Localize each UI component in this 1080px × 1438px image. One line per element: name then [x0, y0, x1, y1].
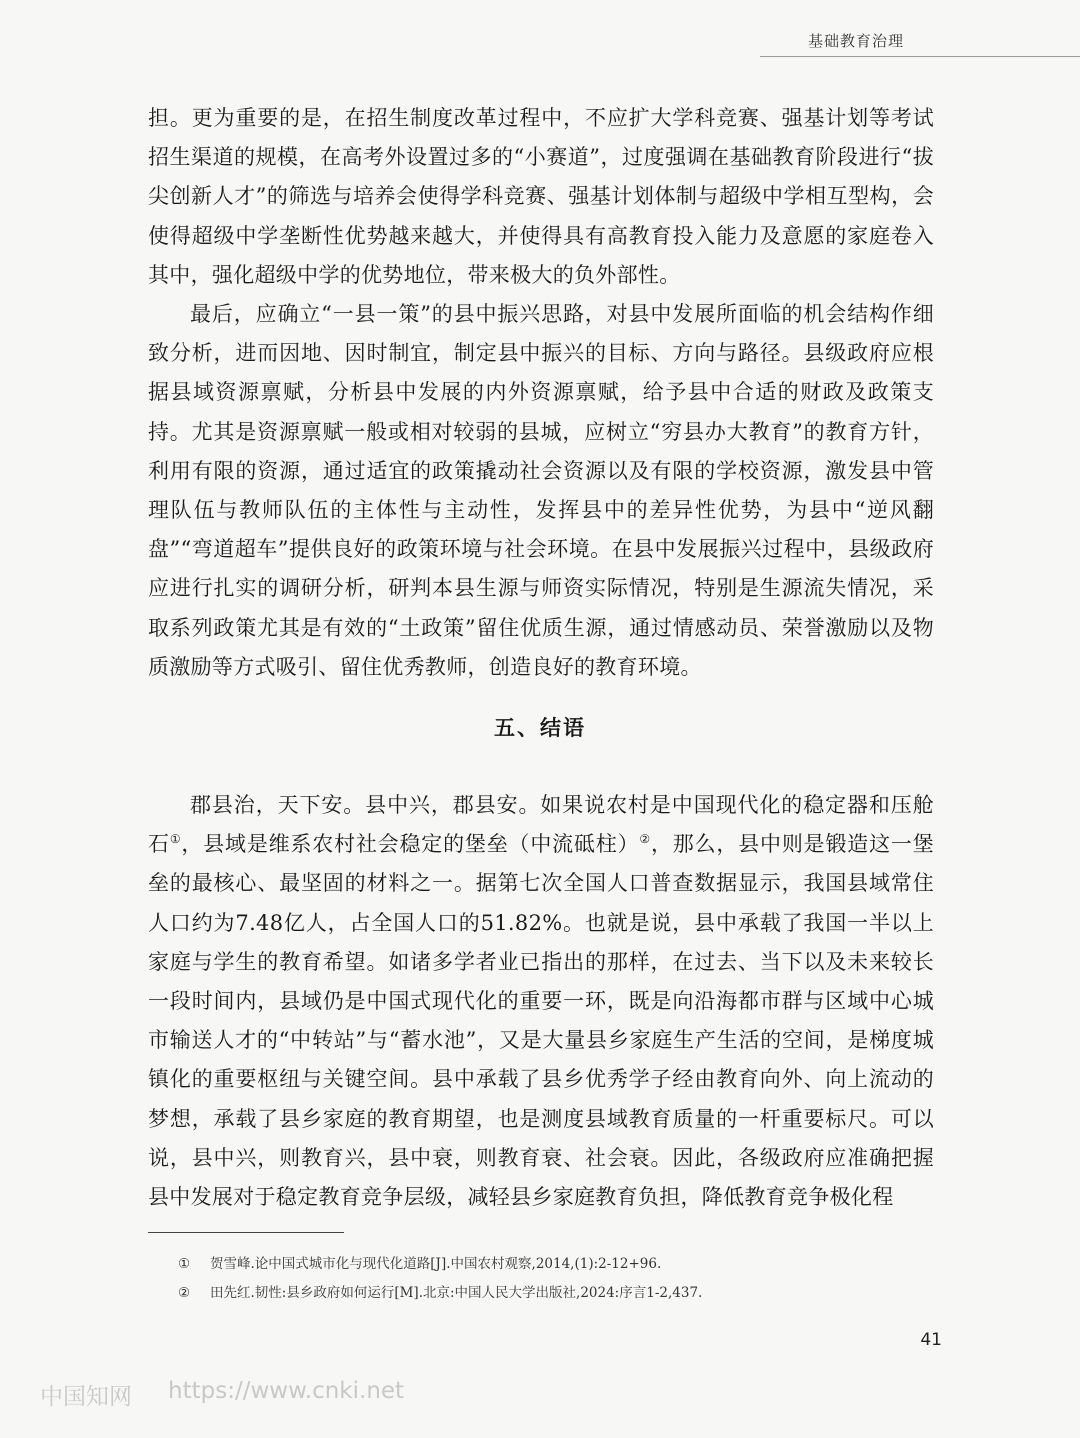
- footnote-mark: ①: [178, 1256, 191, 1272]
- page-number: 41: [920, 1330, 942, 1350]
- watermark-brand: 中国知网: [40, 1384, 132, 1410]
- conclusion-part-1: 郡县治，天下安。县中兴，郡县安。如果说农村是中国现代化的稳定器和压舱石: [148, 793, 934, 857]
- footnote-ref-2[interactable]: ②: [639, 832, 651, 847]
- footnote-item: [178, 1250, 938, 1279]
- footnote-item: [178, 1279, 938, 1308]
- running-title: 基础教育治理: [807, 32, 904, 50]
- footnote-mark: ②: [178, 1285, 191, 1301]
- conclusion-part-2: ，县域是维系农村社会稳定的堡垒（中流砥柱）: [181, 832, 640, 857]
- watermark: [40, 1378, 404, 1411]
- watermark-url: https://www.cnki.net: [168, 1378, 405, 1404]
- footnote-text: 贺雪峰.论中国式城市化与现代化道路[J].中国农村观察,2014,(1):2-12+96.: [210, 1256, 662, 1272]
- conclusion-part-3: ，那么，县中则是锻造这一堡垒的最核心、最坚固的材料之一。据第七次全国人口普查数据显示，我国县域常住人口约为7.48亿人，占全国人口的51.82%。也就是说，县中承载了我国一半以上家庭与学生的教育希望。如诸多学者业已指出的那样，在过去、当下以及未来较长一段时间内，县域仍是中国式现代化的重要一环，既是向沿海都市群与区域中心城市输送人才的“中转站”与“蓄水池”，又是大量县乡家庭生产生活的空间，是梯度城镇化的重要枢纽与关键空间。县中承载了县乡优秀学子经由教育向外、向上流动的梦想，承载了县乡家庭的教育期望，也是测度县域教育质量的一杆重要标尺。可以说，县中兴，则教育兴，县中衰，则教育衰、社会衰。因此，各级政府应准确把握县中发展对于稳定教育竞争层级，减轻县乡家庭教育负担，降低教育竞争极化程: [148, 832, 934, 1210]
- footnotes: [178, 1250, 938, 1308]
- continuation-paragraph: 担。更为重要的是，在招生制度改革过程中，不应扩大学科竞赛、强基计划等考试招生渠道的规模，在高考外设置过多的“小赛道”，过度强调在基础教育阶段进行“拔尖创新人才”的筛选与培养会使得学科竞赛、强基计划体制与超级中学相互型构，会使得超级中学垄断性优势越来越大，并使得具有高教育投入能力及意愿的家庭卷入其中，强化超级中学的优势地位，带来极大的负外部性。: [148, 106, 934, 287]
- final-paragraph: 最后，应确立“一县一策”的县中振兴思路，对县中发展所面临的机会结构作细致分析，进而因地、因时制宜，制定县中振兴的目标、方向与路径。县级政府应根据县域资源禀赋，分析县中发展的内外资源禀赋，给予县中合适的财政及政策支持。尤其是资源禀赋一般或相对较弱的县城，应树立“穷县办大教育”的教育方针，利用有限的资源，通过适宜的政策撬动社会资源以及有限的学校资源，激发县中管理队伍与教师队伍的主体性与主动性，发挥县中的差异性优势，为县中“逆风翻盘”“弯道超车”提供良好的政策环境与社会环境。在县中发展振兴过程中，县级政府应进行扎实的调研分析，研判本县生源与师资实际情况，特别是生源流失情况，采取系列政策尤其是有效的“土政策”留住优质生源，通过情感动员、荣誉激励以及物质激励等方式吸引、留住优秀教师，创造良好的教育环境。: [148, 302, 934, 679]
- footnote-rule: [148, 1232, 344, 1233]
- body-text-conclusion: [148, 786, 934, 1217]
- conclusion-paragraph: [148, 786, 934, 1217]
- section-title: 五、结语: [494, 716, 586, 740]
- header-rule: [760, 56, 1080, 57]
- footnote-text: 田先红.韧性:县乡政府如何运行[M].北京:中国人民大学出版社,2024:序言1-2,437.: [210, 1285, 703, 1301]
- body-text-top: [148, 99, 934, 687]
- footnote-ref-1[interactable]: ①: [169, 832, 182, 847]
